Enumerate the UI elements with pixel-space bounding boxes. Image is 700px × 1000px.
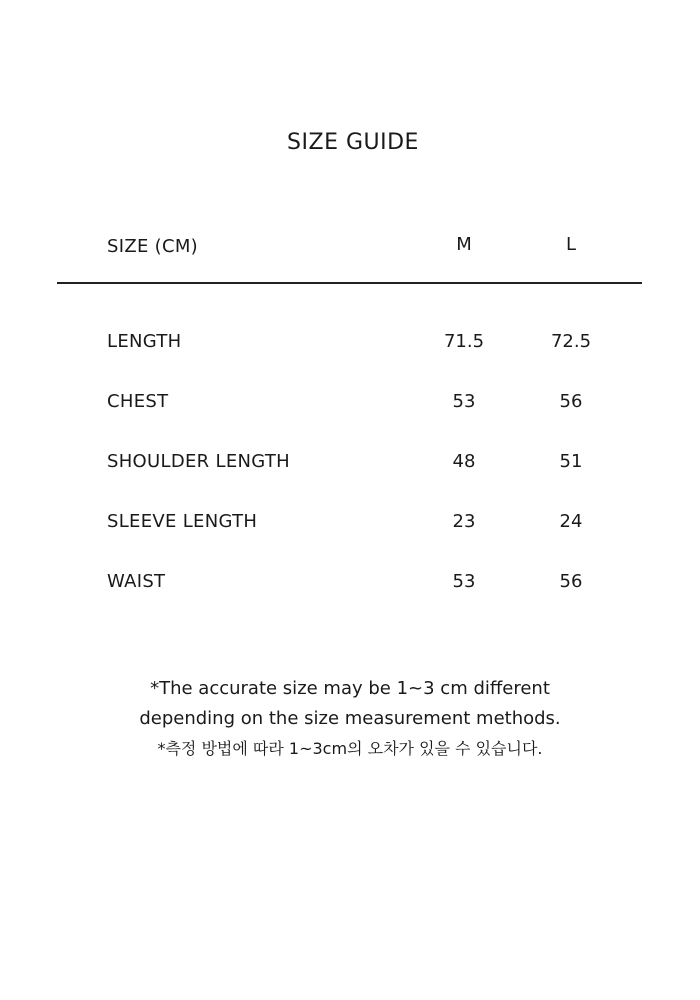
note-en-line2: depending on the size measurement methods. <box>139 708 561 729</box>
row-value-l: 56 <box>559 391 583 412</box>
row-value-l: 51 <box>559 451 583 472</box>
note-korean: *측정 방법에 따라 1~3cm의 오차가 있을 수 있습니다. <box>157 739 543 758</box>
row-value-m: 53 <box>452 391 476 412</box>
table-row <box>0 571 700 601</box>
row-value-m: 71.5 <box>443 331 485 352</box>
header-size-m: M <box>456 234 472 255</box>
header-size-label: SIZE (CM) <box>107 236 199 257</box>
note-en-line1: *The accurate size may be 1~3 cm different <box>150 678 550 699</box>
row-label: LENGTH <box>107 331 182 352</box>
table-row <box>0 511 700 541</box>
table-row <box>0 451 700 481</box>
row-label: SHOULDER LENGTH <box>107 451 290 472</box>
header-divider <box>57 282 642 284</box>
row-value-m: 48 <box>452 451 476 472</box>
row-label: WAIST <box>107 571 166 592</box>
row-value-m: 53 <box>452 571 476 592</box>
row-label: SLEEVE LENGTH <box>107 511 258 532</box>
row-value-l: 56 <box>559 571 583 592</box>
page-title: SIZE GUIDE <box>287 130 419 155</box>
row-value-l: 72.5 <box>550 331 592 352</box>
row-value-m: 23 <box>452 511 476 532</box>
row-value-l: 24 <box>559 511 583 532</box>
table-header <box>0 236 700 266</box>
table-row <box>0 391 700 421</box>
table-row <box>0 331 700 361</box>
header-size-l: L <box>565 234 577 255</box>
row-label: CHEST <box>107 391 169 412</box>
